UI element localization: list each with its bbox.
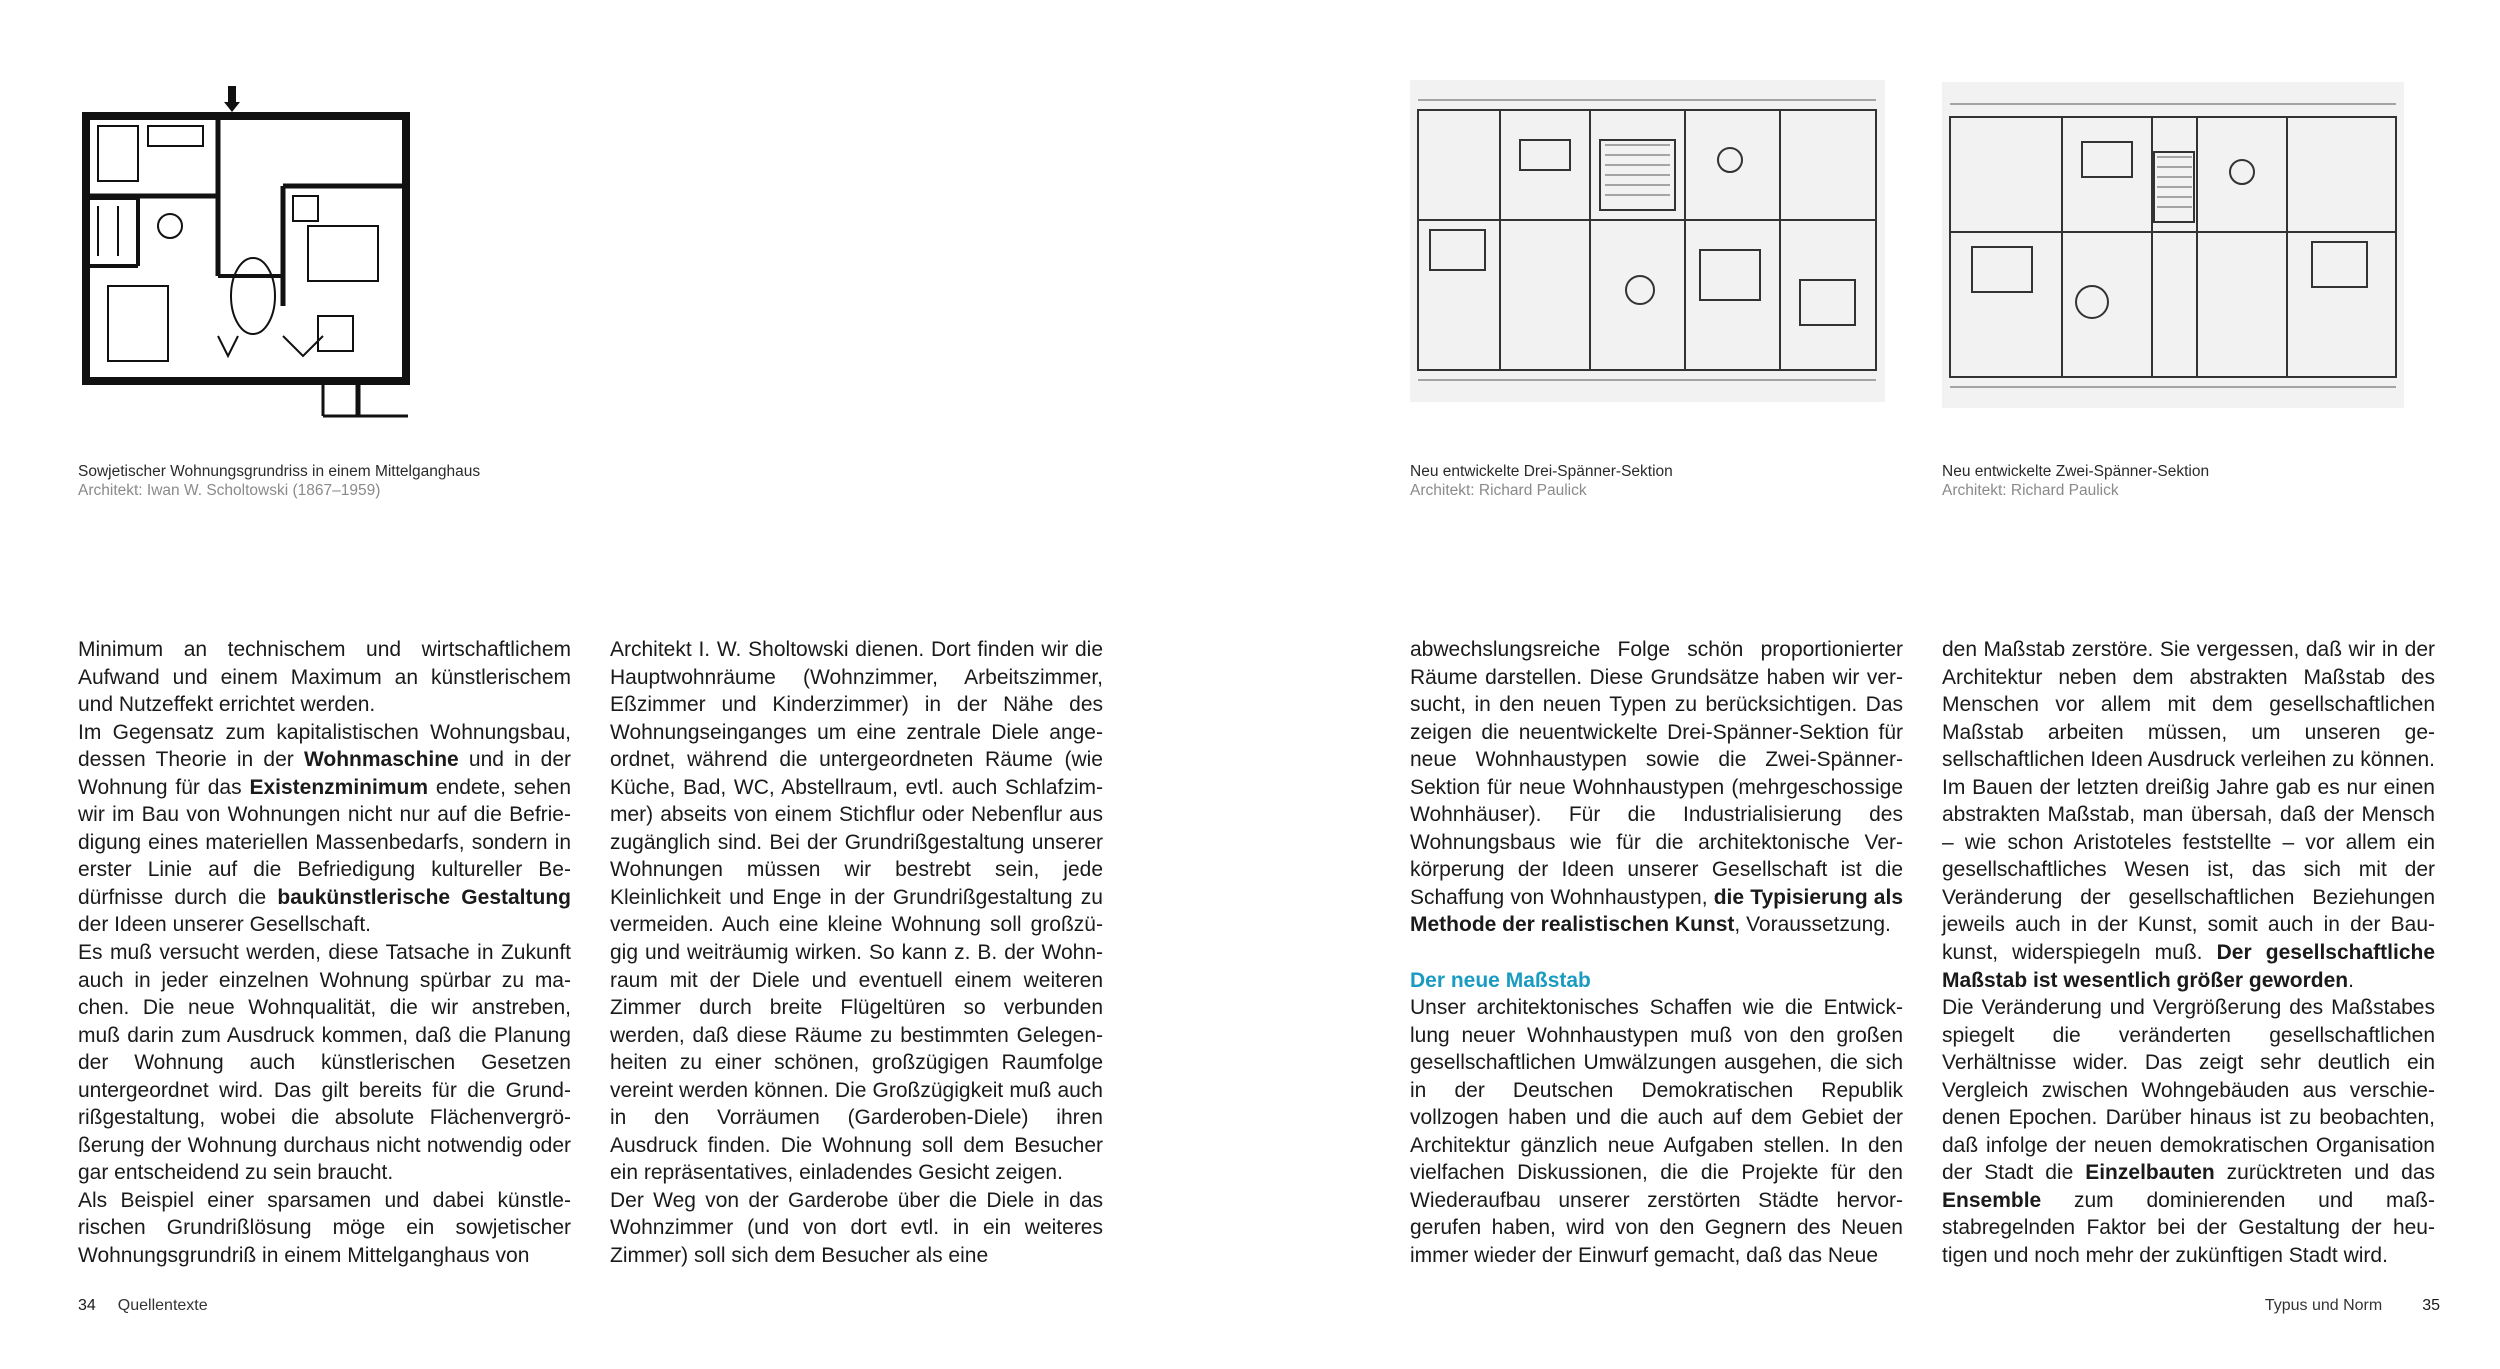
caption-credit: Architekt: Richard Paulick (1942, 482, 2119, 499)
footer-left (78, 1296, 208, 1316)
paragraph (610, 636, 1103, 1187)
floor-plan-soviet-figure (78, 86, 428, 436)
text-run: Die Veränderung und Vergrößerung des Maßstabes spiegelt die veränderten gesellschaftlichen Verhältnisse wider. Das zeigt sehr deutlich ein Vergleich zwischen Wohngebäuden aus verschiedenen Epochen. Darüber hinaus ist zu beobachten, daß infolge der neuen demokratischen Organisation der Stadt die (1942, 996, 2435, 1185)
text-column-4 (1942, 636, 2435, 1270)
caption-title: Neu entwickelte Zwei-Spänner-Sektion (1942, 463, 2210, 480)
caption-credit: Architekt: Richard Paulick (1410, 482, 1587, 499)
text-run: Architekt I. W. Sholtowski dienen. Dort finden wir die Hauptwohnräume (Wohnzimmer, Arbeitszimmer, Eßzimmer und Kinderzimmer) in der Nähe des Wohnungseinganges um eine zentrale Diele angeordnet, während die untergeordneten Räume (wie Küche, Bad, WC, Abstellraum, evtl. auch Schlafzimmer) abseits von einem Stichflur oder Nebenflur aus zugänglich sind. Bei der Grundrißgestaltung unserer Wohnungen müssen wir bestrebt sein, jede Kleinlichkeit und Enge in der Grundrißgestaltung zu vermeiden. Auch eine kleine Wohnung soll großzügig und weiträumig wirken. So kann z. B. der Wohnraum mit der Diele und eventuell einem weiteren Zimmer durch breite Flügeltüren so verbunden werden, daß diese Räume zu bestimmten Gelegenheiten zu einer schönen, großzügigen Raumfolge vereint werden können. Die Großzügigkeit muß auch in den Vorräumen (Garderoben-Diele) ihren Ausdruck finden. Die Wohnung soll dem Besucher ein repräsentatives, einladendes Gesicht zeigen. (610, 638, 1103, 1185)
text-run: abwechslungsreiche Folge schön proportionierter Räume darstellen. Diese Grundsätze haben wir versucht, in den neuen Typen zu berücksichtigen. Das zeigen die neuentwickelte Drei-Spänner-Sektion für neue Wohnhaustypen sowie die Zwei-Spänner-Sektion für neue Wohnhaustypen (mehrgeschossige Wohnhäuser). Für die Industrialisierung des Wohnungsbaus wie für die architektonische Verkörperung der Ideen unserer Gesellschaft ist die Schaffung von Wohnhaustypen, (1410, 638, 1903, 909)
text-run: zum dominierenden und maßstabregelnden Faktor bei der Gestaltung der heutigen und noch mehr der zukünftigen Stadt wird. (1942, 1188, 2435, 1268)
bold-term: Ensemble (1942, 1188, 2042, 1212)
text-run: . (2348, 968, 2354, 992)
bold-term: baukünstlerische Gestaltung (277, 885, 571, 909)
section-heading: Der neue Maßstab (1410, 968, 1591, 992)
paragraph (1410, 636, 1903, 939)
text-run: den Maßstab zerstöre. Sie vergessen, daß wir in der Architektur neben dem abstrakten Maßstab des Menschen vor allem mit dem gesellschaftlichen Maßstab arbeiten müssen, um unseren gesellschaftlichen Ideen Ausdruck verleihen zu können. Im Bauen der letzten dreißig Jahre gab es nur einen abstrakten Maßstab, man übersah, daß der Mensch – wie schon Aristoteles feststellte – vor allem ein gesellschaftliches Wesen ist, das sich mit der Veränderung der gesellschaftlichen Beziehungen jeweils auch in der Kunst, somit auch in der Baukunst, widerspiegeln muß. (1942, 638, 2435, 965)
text-run: der Ideen unserer Gesellschaft. (78, 913, 371, 937)
floor-plan-zwei-drawing (1942, 82, 2404, 408)
text-column-2 (610, 636, 1103, 1270)
running-footer-left: Quellentexte (117, 1297, 208, 1314)
floor-plan-zwei-spaenner-figure (1942, 82, 2404, 408)
text-run: Der Weg von der Garderobe über die Diele in das Wohnzimmer (und von dort evtl. in ein weiteres Zimmer) soll sich dem Besucher als eine (610, 1188, 1103, 1268)
paragraph (610, 1187, 1103, 1270)
bold-term: die Typisierung als Methode der realistischen Kunst (1410, 885, 1903, 937)
text-run: , Voraussetzung. (1734, 913, 1891, 937)
paragraph (1942, 994, 2435, 1269)
floor-plan-drei-drawing (1410, 80, 1885, 402)
bold-term: Wohnmaschine (303, 748, 459, 772)
floor-plan-soviet-drawing (78, 86, 428, 436)
figure-caption-zwei-spaenner (1942, 462, 2209, 500)
bold-term: Einzelbauten (2085, 1161, 2215, 1185)
caption-credit: Architekt: Iwan W. Scholtowski (1867–1959) (78, 482, 381, 499)
paragraph (78, 1187, 571, 1270)
paragraph (78, 719, 571, 939)
text-run: Es muß versucht werden, diese Tatsache in Zukunft auch in jeder einzelnen Wohnung spürbar zu machen. Die neue Wohnqualität, die wir anstreben, muß darin zum Ausdruck kommen, daß die Planung der Wohnung auch künstlerischen Gesetzen untergeordnet wird. Das gilt bereits für die Grundrißgestaltung, wobei die absolute Flächenvergrößerung der Wohnung durchaus nicht notwendig oder gar entscheidend zu sein braucht. (78, 941, 571, 1185)
bold-term: Der gesellschaftliche Maßstab ist wesentlich größer geworden (1942, 941, 2435, 992)
caption-title: Neu entwickelte Drei-Spänner-Sektion (1410, 463, 1673, 480)
text-run: Im Gegensatz zum kapitalistischen Wohnungsbau, dessen Theorie in der (78, 720, 571, 772)
text-run: endete, sehen wir im Bau von Wohnungen nicht nur auf die Befriedigung eines materiellen Massenbedarfs, sondern in erster Linie auf die Befriedigung kultureller Bedürfnisse durch die (78, 775, 571, 909)
text-run: Minimum an technischem und wirtschaftlichem Aufwand und einem Maximum an künstlerischem und Nutzeffekt errichtet werden. (78, 638, 571, 717)
text-column-1 (78, 636, 571, 1270)
paragraph (78, 636, 571, 719)
running-footer-right: Typus und Norm (2264, 1297, 2383, 1314)
text-column-3 (1410, 636, 1903, 1270)
footer-right (2265, 1296, 2440, 1316)
page-number-right: 35 (2422, 1297, 2440, 1314)
figure-caption-drei-spaenner (1410, 462, 1673, 500)
floor-plan-drei-spaenner-figure (1410, 80, 1885, 402)
figure-caption-soviet (78, 462, 480, 500)
text-run: Als Beispiel einer sparsamen und dabei künstlerischen Grundrißlösung möge ein sowjetischer Wohnungsgrundriß in einem Mittelganghaus von (78, 1188, 571, 1268)
text-run: Unser architektonisches Schaffen wie die Entwicklung neuer Wohnhaustypen muß von den großen gesellschaftlichen Umwälzungen ausgehen, die sich in der Deutschen Demokratischen Republik vollzogen haben und die auch auf dem Gebiet der Architektur gänzlich neue Aufgaben stellen. In den vielfachen Diskussionen, die die Projekte für den Wiederaufbau unserer zerstörten Städte hervorgerufen haben, wird von den Gegnern des Neuen immer wieder der Einwurf gemacht, daß das Neue (1410, 996, 1903, 1268)
text-run: zurücktreten und das (2214, 1161, 2435, 1185)
caption-title: Sowjetischer Wohnungsgrundriss in einem Mittelganghaus (78, 463, 481, 480)
text-run: und in der Wohnung für das (78, 748, 571, 799)
paragraph (78, 939, 571, 1187)
paragraph (1942, 636, 2435, 994)
bold-term: Existenzminimum (249, 775, 428, 799)
paragraph (1410, 994, 1903, 1269)
page-number-left: 34 (78, 1297, 96, 1314)
